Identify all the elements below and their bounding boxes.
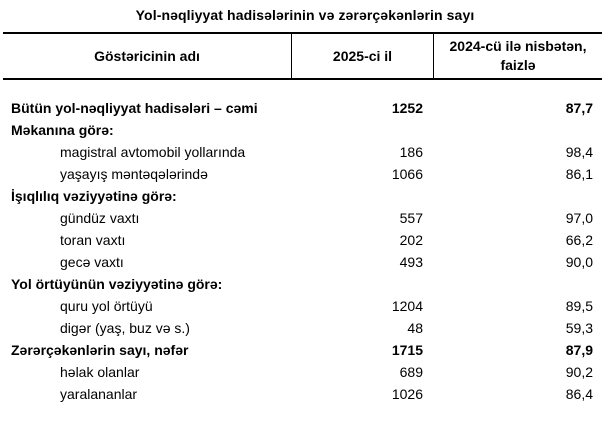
row-label: quru yol örtüyü	[60, 298, 153, 314]
row-label: toran vaxtı	[60, 232, 126, 248]
row-value-2025: 493	[399, 254, 423, 270]
row-label-cell	[3, 339, 291, 361]
row-label-cell	[3, 97, 291, 119]
row-label: yaralananlar	[60, 386, 138, 402]
row-value-2025: 557	[399, 210, 423, 226]
row-label-cell	[3, 185, 291, 207]
table-row	[3, 119, 602, 141]
row-label-cell	[3, 273, 291, 295]
table-row	[3, 317, 602, 339]
row-value-2025: 1252	[391, 100, 423, 116]
row-value-vs-2024-percent: 86,1	[565, 166, 593, 182]
row-value-2025: 1715	[391, 342, 423, 358]
column-header-vs-2024-percent: 2024-cü ilə nisbətən, faizlə	[433, 34, 602, 78]
row-label-cell	[3, 141, 291, 163]
table-row	[3, 229, 602, 251]
row-label: gecə vaxtı	[60, 254, 124, 270]
row-label: İşıqlılıq vəziyyətinə görə:	[11, 188, 177, 204]
row-value-2025: 48	[407, 320, 423, 336]
row-value-vs-2024-percent: 97,0	[565, 210, 593, 226]
table-row	[3, 207, 602, 229]
table-row	[3, 97, 602, 119]
row-label-cell	[3, 163, 291, 185]
row-label: Yol örtüyünün vəziyyətinə görə:	[11, 276, 223, 292]
row-label: Zərərçəkənlərin sayı, nəfər	[11, 342, 189, 358]
table-row	[3, 163, 602, 185]
page-title: Yol-nəqliyyat hadisələrinin və zərərçəkənlərin sayı	[135, 7, 475, 23]
row-value-2025: 186	[399, 144, 423, 160]
row-value-vs-2024-percent: 98,4	[565, 144, 593, 160]
statistics-table	[3, 32, 602, 405]
row-value-2025: 1026	[391, 386, 423, 402]
table-row	[3, 273, 602, 295]
row-value-vs-2024-percent: 89,5	[565, 298, 593, 314]
row-value-vs-2024-percent: 66,2	[565, 232, 593, 248]
row-value-2025: 202	[399, 232, 423, 248]
table-row	[3, 383, 602, 405]
row-label: yaşayış məntəqələrində	[60, 166, 208, 182]
table-row	[3, 251, 602, 273]
row-label: gündüz vaxtı	[60, 210, 140, 226]
table-row	[3, 185, 602, 207]
table-row	[3, 361, 602, 383]
row-value-2025: 1204	[391, 298, 423, 314]
row-value-vs-2024-percent: 59,3	[565, 320, 593, 336]
row-value-vs-2024-percent: 87,7	[565, 100, 593, 116]
row-label: həlak olanlar	[60, 364, 140, 380]
row-value-2025: 689	[399, 364, 423, 380]
column-header-indicator-name: Göstəricinin adı	[94, 47, 200, 64]
row-value-vs-2024-percent: 86,4	[565, 386, 593, 402]
table-row	[3, 295, 602, 317]
row-label-cell	[3, 317, 291, 339]
row-value-vs-2024-percent: 90,0	[565, 254, 593, 270]
row-label-cell	[3, 361, 291, 383]
table-row	[3, 339, 602, 361]
row-label: digər (yaş, buz və s.)	[60, 320, 190, 336]
row-value-2025: 1066	[391, 166, 423, 182]
row-label-cell	[3, 207, 291, 229]
row-label: Bütün yol-nəqliyyat hadisələri – cəmi	[11, 100, 258, 116]
column-header-2025: 2025-ci il	[291, 34, 433, 78]
row-label-cell	[3, 229, 291, 251]
table-body	[3, 80, 602, 405]
row-label-cell	[3, 295, 291, 317]
row-label: magistral avtomobil yollarında	[60, 144, 246, 160]
row-label-cell	[3, 251, 291, 273]
row-label-cell	[3, 119, 291, 141]
row-value-vs-2024-percent: 87,9	[565, 342, 593, 358]
table-row	[3, 141, 602, 163]
table-header-row	[3, 32, 602, 80]
row-label: Məkanına görə:	[11, 122, 114, 138]
row-label-cell	[3, 383, 291, 405]
row-value-vs-2024-percent: 90,2	[565, 364, 593, 380]
